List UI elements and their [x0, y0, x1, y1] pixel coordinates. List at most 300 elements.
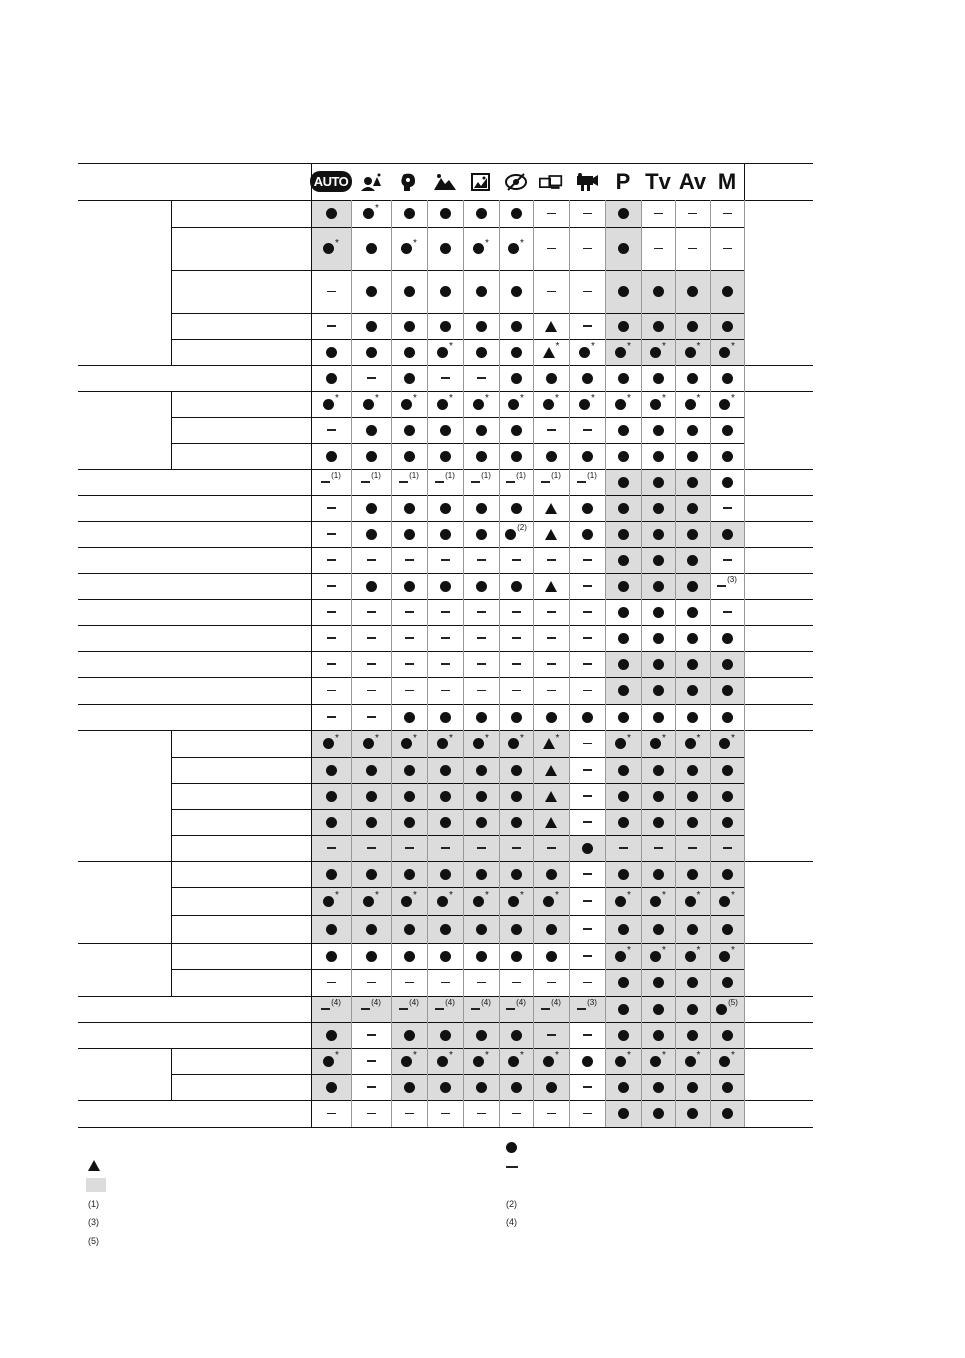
- table-cell: [605, 887, 641, 915]
- unavailable-dash-icon: [512, 1113, 521, 1115]
- available-dot-icon: [326, 208, 337, 219]
- table-cell: [675, 915, 710, 943]
- available-dot-icon: [401, 399, 412, 410]
- available-dot-icon: [650, 951, 661, 962]
- table-cell: [605, 915, 641, 943]
- partial-triangle-icon: [545, 791, 557, 802]
- available-dot-icon: [722, 425, 733, 436]
- triangle-icon: [88, 1160, 100, 1171]
- table-cell: [675, 1100, 710, 1127]
- table-cell: [391, 677, 427, 704]
- table-cell: [569, 783, 605, 809]
- unavailable-dash-icon: [367, 1034, 376, 1036]
- column-rule: [744, 200, 745, 1127]
- unavailable-dash-icon: [367, 716, 376, 718]
- available-dot-icon: [722, 791, 733, 802]
- unavailable-dash-icon: [327, 663, 336, 665]
- table-cell: [499, 443, 533, 469]
- available-dot-icon: [476, 503, 487, 514]
- asterisk-mark: *: [731, 1050, 735, 1061]
- table-cell: [710, 835, 744, 861]
- available-dot-icon: [440, 924, 451, 935]
- unavailable-dash-icon: [327, 585, 336, 587]
- mode-label: P: [615, 168, 631, 194]
- header-mode-11: [710, 163, 744, 200]
- table-cell: [641, 915, 675, 943]
- available-dot-icon: [618, 286, 629, 297]
- available-dot-icon: [508, 243, 519, 254]
- footnote-ref: (4): [409, 998, 419, 1007]
- table-cell: [311, 943, 351, 969]
- available-dot-icon: [511, 951, 522, 962]
- unavailable-dash-icon: [367, 982, 376, 984]
- unavailable-dash-icon: [367, 377, 376, 379]
- available-dot-icon: [546, 1082, 557, 1093]
- table-cell: [533, 391, 569, 417]
- table-cell: [311, 887, 351, 915]
- available-dot-icon: [687, 685, 698, 696]
- table-cell: [533, 270, 569, 313]
- table-cell: [311, 809, 351, 835]
- available-dot-icon: [326, 951, 337, 962]
- available-dot-icon: [511, 1082, 522, 1093]
- table-cell: [351, 339, 391, 365]
- table-cell: [533, 365, 569, 391]
- table-cell: [675, 313, 710, 339]
- table-cell: [391, 835, 427, 861]
- table-cell: [641, 391, 675, 417]
- table-cell: [391, 521, 427, 547]
- available-dot-icon: [363, 399, 374, 410]
- unavailable-dash-icon: [577, 481, 586, 483]
- table-cell: [463, 783, 499, 809]
- unavailable-dash-icon: [327, 559, 336, 561]
- table-cell: [641, 809, 675, 835]
- table-cell: [569, 943, 605, 969]
- table-cell: [311, 677, 351, 704]
- available-dot-icon: [476, 321, 487, 332]
- available-dot-icon: [473, 1056, 484, 1067]
- available-dot-icon: [404, 791, 415, 802]
- available-dot-icon: [618, 477, 629, 488]
- table-cell: [427, 469, 463, 495]
- unavailable-dash-icon: [441, 611, 450, 613]
- table-cell: [710, 573, 744, 599]
- header-mode-9: [641, 163, 675, 200]
- asterisk-mark: *: [375, 202, 379, 214]
- table-cell: [641, 443, 675, 469]
- table-cell: [311, 417, 351, 443]
- available-dot-icon: [687, 924, 698, 935]
- available-dot-icon: [404, 1082, 415, 1093]
- table-cell: [533, 417, 569, 443]
- unavailable-dash-icon: [367, 1086, 376, 1088]
- table-cell: [605, 625, 641, 651]
- available-dot-icon: [440, 1082, 451, 1093]
- asterisk-mark: *: [555, 341, 560, 352]
- unavailable-dash-icon: [512, 663, 521, 665]
- available-dot-icon: [366, 347, 377, 358]
- table-cell: [569, 443, 605, 469]
- row-rule: [78, 861, 813, 862]
- table-cell: [641, 704, 675, 730]
- available-dot-icon: [511, 373, 522, 384]
- table-cell: [351, 200, 391, 227]
- row-rule: [171, 969, 744, 970]
- unavailable-dash-icon: [327, 507, 336, 509]
- unavailable-dash-icon: [441, 663, 450, 665]
- available-dot-icon: [722, 286, 733, 297]
- available-dot-icon: [437, 347, 448, 358]
- table-cell: [569, 313, 605, 339]
- asterisk-mark: *: [335, 732, 339, 744]
- unavailable-dash-icon: [441, 690, 450, 692]
- unavailable-dash-icon: [547, 1034, 556, 1036]
- table-cell: [533, 704, 569, 730]
- table-cell: [533, 495, 569, 521]
- unavailable-dash-icon: [477, 377, 486, 379]
- table-cell: [675, 704, 710, 730]
- table-cell: [675, 443, 710, 469]
- available-dot-icon: [404, 1030, 415, 1041]
- row-rule: [171, 339, 744, 340]
- table-cell: [351, 495, 391, 521]
- column-rule: [351, 200, 352, 1127]
- available-dot-icon: [440, 286, 451, 297]
- table-cell: [533, 443, 569, 469]
- table-cell: [533, 969, 569, 996]
- available-dot-icon: [653, 817, 664, 828]
- table-cell: [391, 417, 427, 443]
- available-dot-icon: [440, 321, 451, 332]
- table-cell: [710, 365, 744, 391]
- available-dot-icon: [582, 451, 593, 462]
- table-cell: [605, 495, 641, 521]
- available-dot-icon: [440, 1030, 451, 1041]
- available-dot-icon: [404, 503, 415, 514]
- table-cell: [311, 1074, 351, 1100]
- table-cell: [351, 969, 391, 996]
- unavailable-dash-icon: [512, 982, 521, 984]
- unavailable-dash-icon: [583, 291, 592, 293]
- unavailable-dash-icon: [327, 716, 336, 718]
- table-cell: [463, 861, 499, 887]
- available-dot-icon: [618, 425, 629, 436]
- asterisk-mark: *: [375, 732, 379, 744]
- available-dot-icon: [473, 243, 484, 254]
- asterisk-mark: *: [696, 393, 701, 404]
- asterisk-mark: *: [555, 393, 559, 404]
- unavailable-dash-icon: [583, 1034, 592, 1036]
- unavailable-dash-icon: [327, 429, 336, 431]
- table-cell: [463, 1022, 499, 1048]
- table-cell: [605, 270, 641, 313]
- table-cell: [499, 1074, 533, 1100]
- table-cell: [569, 200, 605, 227]
- footnote-ref: (4): [516, 998, 526, 1007]
- asterisk-mark: *: [591, 341, 595, 352]
- table-cell: [675, 651, 710, 677]
- available-dot-icon: [323, 738, 334, 749]
- table-cell: [641, 270, 675, 313]
- unavailable-dash-icon: [583, 663, 592, 665]
- available-dot-icon: [653, 1030, 664, 1041]
- table-cell: [499, 625, 533, 651]
- table-cell: [499, 809, 533, 835]
- available-dot-icon: [687, 817, 698, 828]
- table-cell: [427, 1048, 463, 1074]
- table-cell: [569, 1074, 605, 1100]
- table-cell: [675, 1074, 710, 1100]
- table-cell: [533, 1100, 569, 1127]
- asterisk-mark: *: [413, 1050, 417, 1061]
- header-mode-0: [311, 163, 351, 200]
- table-cell: [427, 1074, 463, 1100]
- available-dot-icon: [618, 581, 629, 592]
- table-cell: [641, 651, 675, 677]
- available-dot-icon: [366, 765, 377, 776]
- available-dot-icon: [722, 817, 733, 828]
- table-bottom-rule: [78, 1127, 813, 1128]
- unavailable-dash-icon: [688, 847, 697, 849]
- table-cell: [311, 915, 351, 943]
- available-dot-icon: [511, 712, 522, 723]
- row-rule: [78, 625, 813, 626]
- unavailable-dash-icon: [583, 248, 592, 250]
- table-cell: [641, 861, 675, 887]
- table-cell: [351, 677, 391, 704]
- sublabel-divider: [171, 200, 172, 365]
- table-cell: [605, 969, 641, 996]
- table-cell: [569, 887, 605, 915]
- table-cell: [311, 599, 351, 625]
- available-dot-icon: [508, 738, 519, 749]
- footnote-ref: (1): [551, 471, 561, 480]
- table-cell: [533, 809, 569, 835]
- asterisk-mark: *: [485, 890, 489, 901]
- available-dot-icon: [653, 503, 664, 514]
- table-cell: [710, 969, 744, 996]
- available-dot-icon: [653, 373, 664, 384]
- table-cell: [605, 573, 641, 599]
- row-rule: [78, 495, 813, 496]
- available-dot-icon: [511, 503, 522, 514]
- available-dot-icon: [511, 347, 522, 358]
- footnote-ref: (1): [331, 471, 341, 480]
- available-dot-icon: [653, 791, 664, 802]
- asterisk-mark: *: [485, 393, 489, 404]
- available-dot-icon: [687, 607, 698, 618]
- available-dot-icon: [505, 529, 516, 540]
- available-dot-icon: [687, 1030, 698, 1041]
- table-cell: [569, 573, 605, 599]
- available-dot-icon: [476, 869, 487, 880]
- table-cell: [351, 1100, 391, 1127]
- table-cell: [427, 365, 463, 391]
- table-cell: [427, 757, 463, 783]
- table-cell: [463, 270, 499, 313]
- available-dot-icon: [440, 529, 451, 540]
- available-dot-icon: [653, 425, 664, 436]
- table-cell: [499, 599, 533, 625]
- available-dot-icon: [722, 529, 733, 540]
- unavailable-dash-icon: [477, 982, 486, 984]
- available-dot-icon: [722, 1082, 733, 1093]
- table-cell: [569, 757, 605, 783]
- table-cell: [533, 996, 569, 1022]
- column-rule: [463, 200, 464, 1127]
- unavailable-dash-icon: [506, 481, 515, 483]
- table-cell: [533, 887, 569, 915]
- table-cell: [463, 365, 499, 391]
- available-dot-icon: [366, 581, 377, 592]
- asterisk-mark: *: [696, 1050, 701, 1061]
- table-cell: [533, 599, 569, 625]
- table-cell: [427, 730, 463, 757]
- table-cell: [463, 704, 499, 730]
- table-cell: [463, 996, 499, 1022]
- available-dot-icon: [650, 1056, 661, 1067]
- table-cell: [675, 861, 710, 887]
- table-cell: [605, 521, 641, 547]
- unavailable-dash-icon: [441, 982, 450, 984]
- available-dot-icon: [722, 659, 733, 670]
- available-dot-icon: [618, 791, 629, 802]
- unavailable-dash-icon: [477, 559, 486, 561]
- table-cell: [499, 495, 533, 521]
- table-cell: [675, 625, 710, 651]
- available-dot-icon: [618, 817, 629, 828]
- row-rule: [78, 547, 813, 548]
- unavailable-dash-icon: [654, 847, 663, 849]
- table-cell: [427, 809, 463, 835]
- unavailable-dash-icon: [327, 690, 336, 692]
- table-cell: [463, 495, 499, 521]
- unavailable-dash-icon: [441, 847, 450, 849]
- available-dot-icon: [582, 1056, 593, 1067]
- available-dot-icon: [440, 425, 451, 436]
- unavailable-dash-icon: [688, 248, 697, 250]
- available-dot-icon: [323, 243, 334, 254]
- table-cell: [463, 1048, 499, 1074]
- table-cell: [605, 1100, 641, 1127]
- available-dot-icon: [653, 286, 664, 297]
- available-dot-icon: [401, 738, 412, 749]
- table-cell: [391, 469, 427, 495]
- available-dot-icon: [719, 738, 730, 749]
- table-cell: [533, 1074, 569, 1100]
- unavailable-dash-icon: [399, 481, 408, 483]
- available-dot-icon: [653, 712, 664, 723]
- table-cell: [499, 651, 533, 677]
- table-cell: [463, 313, 499, 339]
- unavailable-dash-icon: [367, 663, 376, 665]
- table-cell: [533, 547, 569, 573]
- unavailable-dash-icon: [583, 429, 592, 431]
- unavailable-dash-icon: [477, 690, 486, 692]
- available-dot-icon: [687, 373, 698, 384]
- table-cell: [391, 313, 427, 339]
- partial-triangle-icon: [545, 529, 557, 540]
- table-cell: [427, 573, 463, 599]
- unavailable-dash-icon: [512, 847, 521, 849]
- available-dot-icon: [653, 555, 664, 566]
- label-divider: [311, 163, 312, 1127]
- table-cell: [569, 227, 605, 270]
- asterisk-mark: *: [413, 393, 417, 404]
- table-cell: [569, 1100, 605, 1127]
- unavailable-dash-icon: [583, 743, 592, 745]
- available-dot-icon: [440, 243, 451, 254]
- table-cell: [391, 809, 427, 835]
- asterisk-mark: *: [731, 890, 735, 901]
- available-dot-icon: [687, 503, 698, 514]
- table-cell: [463, 521, 499, 547]
- table-cell: [710, 1074, 744, 1100]
- asterisk-mark: *: [520, 1050, 524, 1061]
- row-rule: [78, 469, 813, 470]
- table-cell: [710, 651, 744, 677]
- available-dot-icon: [687, 529, 698, 540]
- unavailable-dash-icon: [583, 873, 592, 875]
- available-dot-icon: [722, 321, 733, 332]
- table-cell: [641, 783, 675, 809]
- table-cell: [641, 417, 675, 443]
- row-rule: [171, 887, 744, 888]
- table-cell: [675, 469, 710, 495]
- available-dot-icon: [473, 738, 484, 749]
- table-cell: [463, 417, 499, 443]
- unavailable-dash-icon: [688, 213, 697, 215]
- row-rule: [78, 391, 813, 392]
- unavailable-dash-icon: [405, 663, 414, 665]
- available-dot-icon: [437, 399, 448, 410]
- table-cell: [605, 943, 641, 969]
- available-dot-icon: [653, 529, 664, 540]
- table-cell: [710, 757, 744, 783]
- table-cell: [351, 443, 391, 469]
- table-cell: [311, 391, 351, 417]
- available-dot-icon: [476, 425, 487, 436]
- available-dot-icon: [579, 399, 590, 410]
- asterisk-mark: *: [449, 732, 453, 744]
- sublabel-divider: [171, 943, 172, 996]
- available-dot-icon: [476, 529, 487, 540]
- row-rule: [171, 915, 744, 916]
- unavailable-dash-icon: [541, 1008, 550, 1010]
- table-cell: [427, 861, 463, 887]
- table-cell: [675, 757, 710, 783]
- available-dot-icon: [326, 373, 337, 384]
- table-cell: [641, 547, 675, 573]
- available-dot-icon: [685, 738, 696, 749]
- available-dot-icon: [618, 208, 629, 219]
- table-cell: [533, 339, 569, 365]
- available-dot-icon: [650, 399, 661, 410]
- unavailable-dash-icon: [477, 637, 486, 639]
- unavailable-dash-icon: [367, 847, 376, 849]
- available-dot-icon: [722, 685, 733, 696]
- available-dot-icon: [618, 607, 629, 618]
- table-cell: [641, 757, 675, 783]
- table-cell: [427, 943, 463, 969]
- asterisk-mark: *: [449, 341, 453, 352]
- unavailable-dash-icon: [723, 213, 732, 215]
- available-dot-icon: [618, 529, 629, 540]
- unavailable-dash-icon: [583, 325, 592, 327]
- table-cell: [391, 625, 427, 651]
- asterisk-mark: *: [731, 341, 735, 352]
